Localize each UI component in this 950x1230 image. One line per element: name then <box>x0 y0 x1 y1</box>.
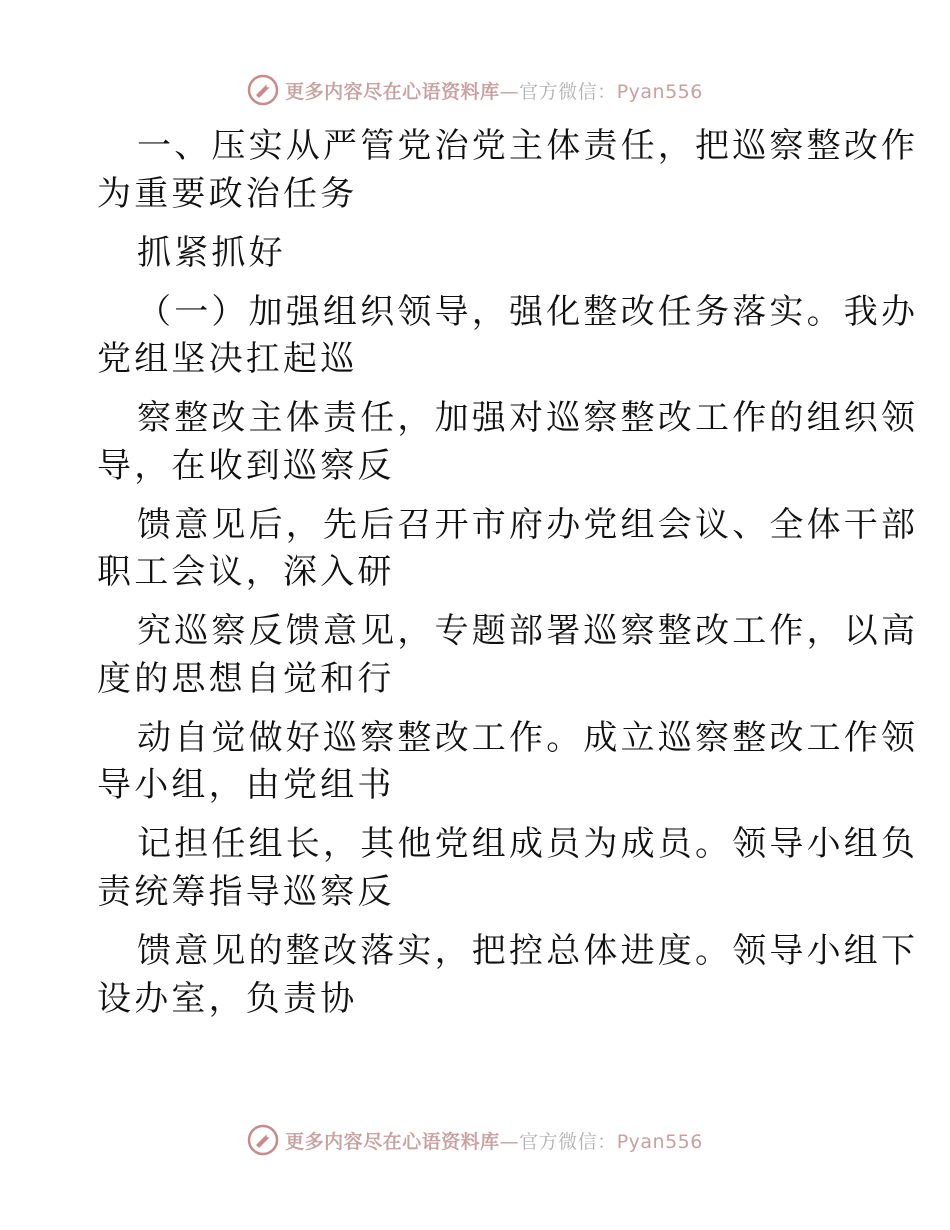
text-line: 党组坚决扛起巡 <box>97 339 358 380</box>
paragraph <box>97 289 919 384</box>
document-body <box>97 123 919 1023</box>
logo-icon <box>247 1124 279 1156</box>
paragraph <box>97 608 919 703</box>
text-line: 抓紧抓好 <box>137 232 286 273</box>
text-line: 职工会议，深入研 <box>97 552 395 593</box>
text-line: 动自觉做好巡察整改工作。成立巡察整改工作领 <box>137 717 919 758</box>
watermark-dash: — <box>499 80 520 103</box>
text-line: 为重要政治任务 <box>97 173 358 214</box>
paragraph <box>97 502 919 597</box>
logo-icon <box>247 74 279 106</box>
paragraph <box>97 395 919 490</box>
paragraph <box>97 928 919 1023</box>
text-line: （一）加强组织领导，强化整改任务落实。我办 <box>137 291 919 332</box>
paragraph <box>97 715 919 810</box>
paragraph <box>97 123 919 218</box>
text-line: 察整改主体责任，加强对巡察整改工作的组织领 <box>137 398 919 439</box>
paragraph <box>97 230 857 278</box>
text-line: 馈意见的整改落实，把控总体进度。领导小组下 <box>137 931 919 972</box>
paragraph <box>97 821 919 916</box>
watermark-main: 更多内容尽在心语资料库 <box>285 80 500 103</box>
watermark-sub: 官方微信： <box>519 80 617 103</box>
footer-watermark <box>0 1120 950 1160</box>
watermark-sub: 官方微信： <box>519 1130 617 1153</box>
text-line: 设办室，负责协 <box>97 978 358 1019</box>
text-line: 记担任组长，其他党组成员为成员。领导小组负 <box>137 824 919 865</box>
text-line: 一、压实从严管党治党主体责任，把巡察整改作 <box>137 126 919 166</box>
text-line: 导小组，由党组书 <box>97 765 395 806</box>
text-line: 究巡察反馈意见，专题部署巡察整改工作，以高 <box>137 611 919 652</box>
watermark-id: Pyan556 <box>616 80 703 103</box>
text-line: 度的思想自觉和行 <box>97 658 395 699</box>
watermark-main: 更多内容尽在心语资料库 <box>285 1130 500 1153</box>
text-line: 导，在收到巡察反 <box>97 445 395 486</box>
watermark-dash: — <box>499 1130 520 1153</box>
text-line: 馈意见后，先后召开市府办党组会议、全体干部 <box>137 504 919 545</box>
header-watermark <box>0 70 950 110</box>
text-line: 责统筹指导巡察反 <box>97 872 395 913</box>
watermark-id: Pyan556 <box>616 1130 703 1153</box>
